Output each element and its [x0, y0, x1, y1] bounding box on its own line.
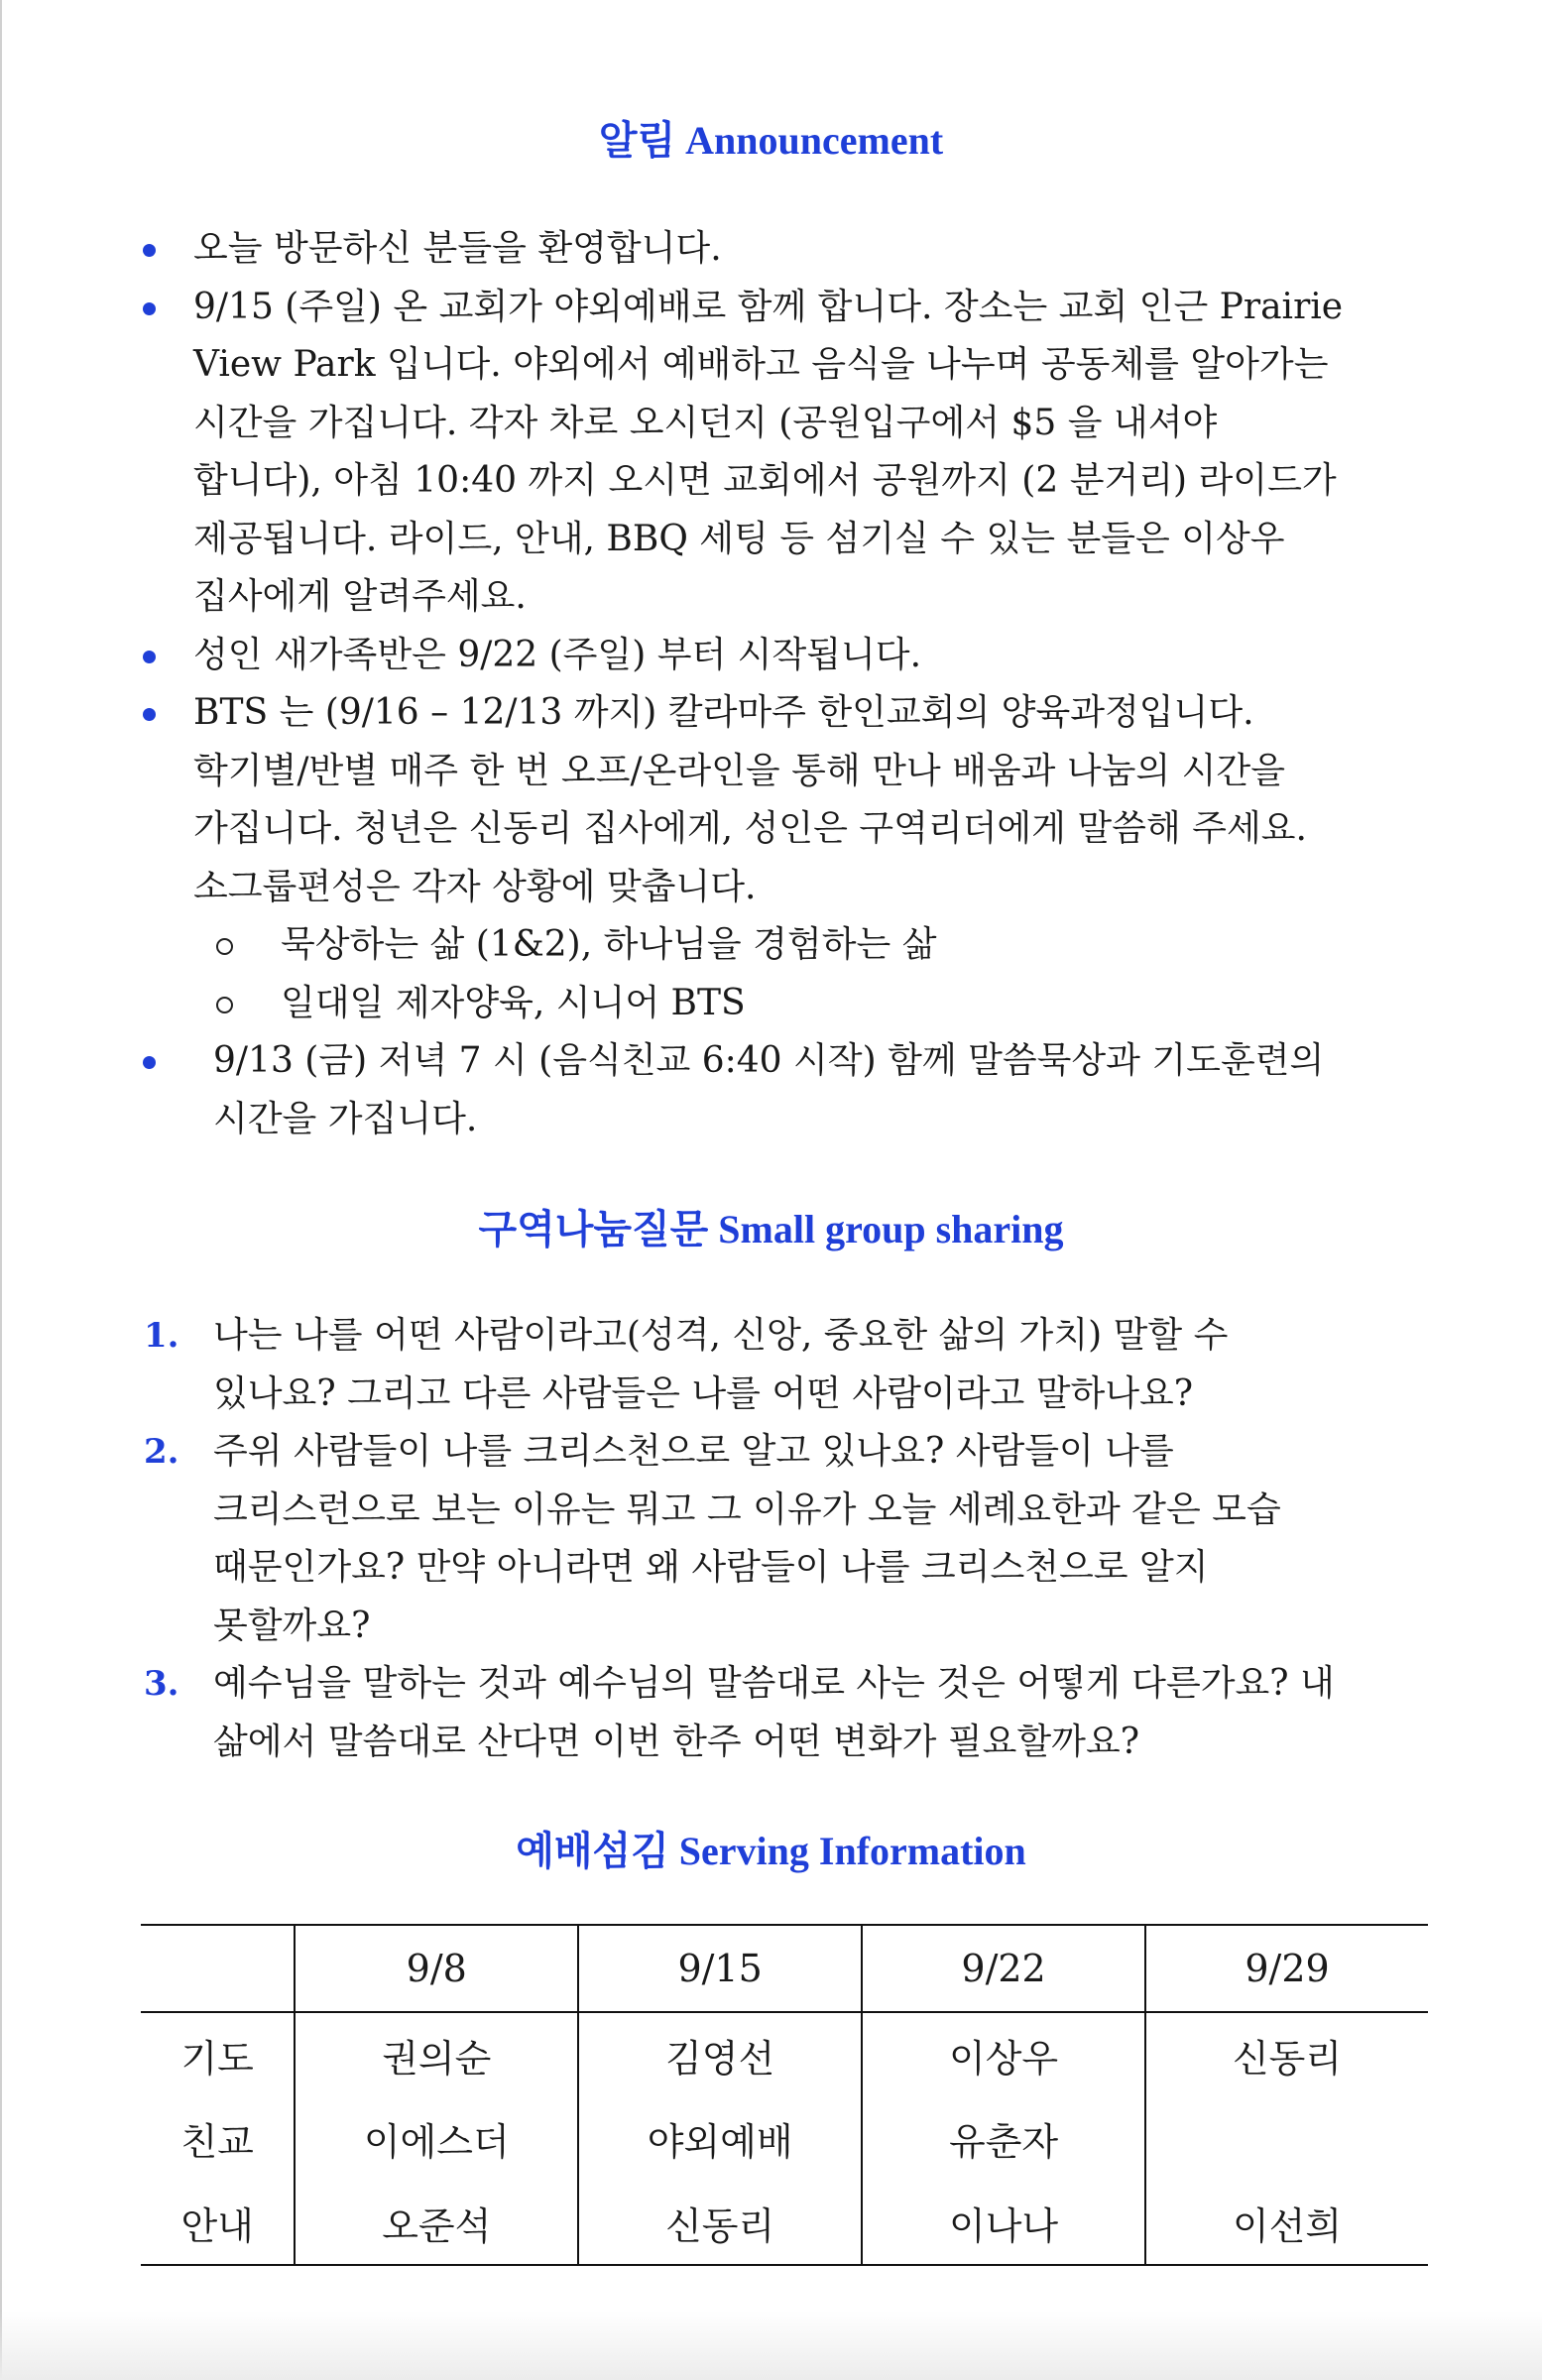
question-item — [139, 1307, 1398, 1423]
announcement-line: 시간을 가집니다. 각자 차로 오시던지 (공원입구에서 $5 을 내셔야 — [193, 402, 1218, 443]
announcement-item — [139, 220, 1398, 279]
serving-cell: 이상우 — [862, 2012, 1145, 2096]
serving-cell: 이나나 — [862, 2181, 1145, 2265]
bullet-icon — [143, 651, 156, 663]
serving-cell: 신동리 — [1145, 2012, 1428, 2096]
announcement-item — [139, 279, 1398, 627]
announcement-line: 합니다), 아침 10:40 까지 오시면 교회에서 공원까지 (2 분거리) 라이드가 — [193, 460, 1337, 501]
announcement-line: 시간을 가집니다. — [213, 1098, 478, 1139]
question-line: 있나요? 그리고 다른 사람들은 나를 어떤 사람이라고 말하나요? — [213, 1372, 1194, 1414]
question-line: 삶에서 말씀대로 산다면 이번 한주 어떤 변화가 필요할까요? — [213, 1721, 1140, 1762]
role-label: 기도 — [180, 2036, 254, 2081]
role-label: 친교 — [180, 2120, 254, 2164]
question-item — [139, 1655, 1398, 1771]
announcement-item — [139, 1032, 1398, 1148]
announcement-line: View Park 입니다. 야외에서 예배하고 음식을 나누며 공동체를 알아가는 — [193, 344, 1329, 385]
bullet-icon — [143, 244, 156, 257]
date-header: 9/8 — [295, 1925, 578, 2012]
serving-row-prayer — [141, 2012, 1428, 2096]
announcement-line: BTS 는 (9/16 – 12/13 까지) 칼라마주 한인교회의 양육과정입니다. — [193, 692, 1254, 733]
question-number: 2. — [144, 1432, 179, 1472]
question-line: 때문인가요? 만약 아니라면 왜 사람들이 나를 크리스천으로 알지 — [213, 1547, 1209, 1588]
announcement-line: 9/13 (금) 저녁 7 시 (음식친교 6:40 시작) 함께 말씀묵상과 기도훈련의 — [213, 1040, 1325, 1081]
serving-cell: 이에스더 — [295, 2096, 578, 2181]
bullet-icon — [143, 302, 156, 315]
bts-course-list — [193, 916, 1398, 1032]
announcement-line: 제공됩니다. 라이드, 안내, BBQ 세팅 등 섬기실 수 있는 분들은 이상우 — [193, 518, 1285, 559]
announcement-line: 오늘 방문하신 분들을 환영합니다. — [193, 228, 722, 269]
announcement-line: 집사에게 알려주세요. — [193, 576, 527, 617]
question-line: 예수님을 말하는 것과 예수님의 말씀대로 사는 것은 어떻게 다른가요? 내 — [213, 1663, 1335, 1704]
announcement-line: 성인 새가족반은 9/22 (주일) 부터 시작됩니다. — [193, 634, 922, 675]
serving-cell: 권의순 — [295, 2012, 578, 2096]
question-line: 크리스런으로 보는 이유는 뭐고 그 이유가 오늘 세례요한과 같은 모습 — [213, 1488, 1281, 1530]
announcement-item — [139, 684, 1398, 1032]
hollow-bullet-icon — [216, 997, 233, 1013]
announcement-heading: 알림 Announcement — [598, 118, 944, 163]
announcement-line: 소그룹편성은 각자 상황에 맞춥니다. — [193, 866, 757, 907]
announcement-line: 학기별/반별 매주 한 번 오프/온라인을 통해 만나 배움과 나눔의 시간을 — [193, 750, 1285, 791]
bullet-icon — [143, 708, 156, 721]
serving-cell: 김영선 — [578, 2012, 862, 2096]
bts-course-label: 묵상하는 삶 (1&2), 하나님을 경험하는 삶 — [281, 924, 937, 965]
serving-cell — [1145, 2096, 1428, 2181]
announcement-line: 가집니다. 청년은 신동리 집사에게, 성인은 구역리더에게 말씀해 주세요. — [193, 808, 1307, 849]
bts-course-item — [193, 916, 1398, 975]
question-list — [139, 1307, 1398, 1771]
date-header: 9/15 — [578, 1925, 862, 2012]
date-header: 9/29 — [1145, 1925, 1428, 2012]
role-label: 안내 — [141, 2181, 295, 2265]
page-bottom-shadow — [0, 2311, 1542, 2380]
serving-row-usher — [141, 2181, 1428, 2265]
serving-header-row — [141, 1925, 1428, 2012]
serving-row-fellowship — [141, 2096, 1428, 2181]
serving-cell: 야외예배 — [578, 2096, 862, 2181]
announcement-list — [139, 220, 1398, 1148]
announcement-line: 9/15 (주일) 온 교회가 야외예배로 함께 합니다. 장소는 교회 인근 Prairie — [193, 286, 1344, 327]
bts-course-item — [193, 975, 1398, 1033]
question-item — [139, 1423, 1398, 1655]
question-line: 못할까요? — [213, 1605, 371, 1646]
question-line: 주위 사람들이 나를 크리스천으로 알고 있나요? 사람들이 나를 — [213, 1431, 1174, 1472]
serving-heading: 예배섬김 Serving Information — [516, 1829, 1026, 1873]
bullet-icon — [143, 1056, 156, 1069]
page-edge — [0, 0, 2, 2380]
serving-cell: 오준석 — [295, 2181, 578, 2265]
bts-course-label: 일대일 제자양육, 시니어 BTS — [281, 982, 746, 1023]
hollow-bullet-icon — [216, 938, 233, 955]
question-line: 나는 나를 어떤 사람이라고(성격, 신앙, 중요한 삶의 가치) 말할 수 — [213, 1315, 1229, 1356]
announcement-item — [139, 627, 1398, 685]
date-header: 9/22 — [862, 1925, 1145, 2012]
serving-cell: 유춘자 — [862, 2096, 1145, 2181]
serving-cell: 신동리 — [578, 2181, 862, 2265]
serving-cell: 이선희 — [1145, 2181, 1428, 2265]
role-header-cell — [141, 1925, 295, 2012]
serving-table — [141, 1924, 1428, 2266]
question-number: 1. — [144, 1316, 179, 1356]
question-number: 3. — [144, 1664, 179, 1704]
small-group-heading: 구역나눔질문 Small group sharing — [478, 1207, 1064, 1251]
